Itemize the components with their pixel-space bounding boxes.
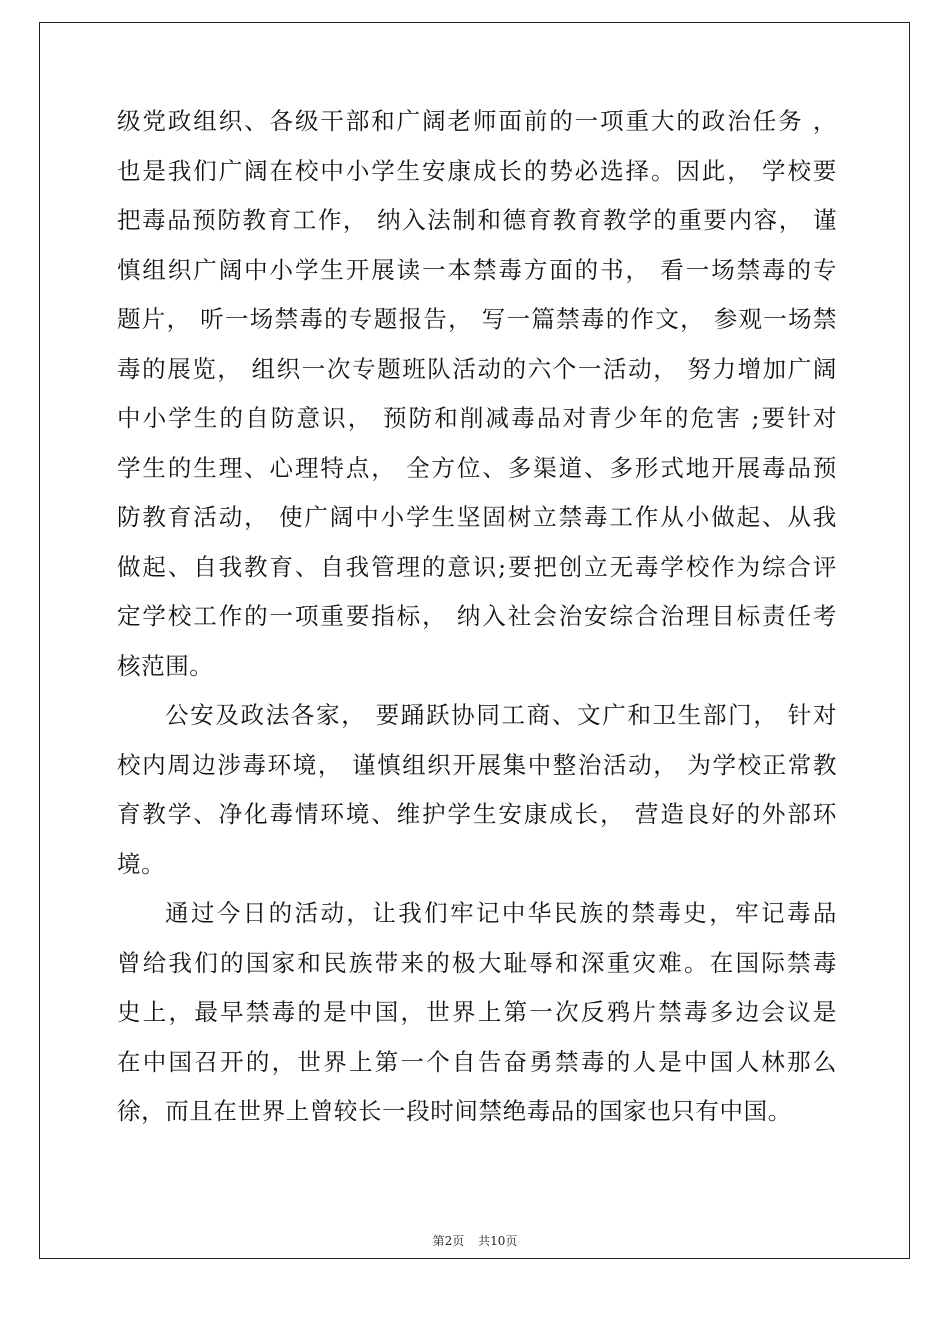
text-line: 慎组织广阔中小学生开展读一本禁毒方面的书， 看一场禁毒的专: [117, 255, 837, 284]
text-line: 也是我们广阔在校中小学生安康成长的势必选择。因此， 学校要: [117, 156, 837, 185]
text-line: 史上，最早禁毒的是中国，世界上第一次反鸦片禁毒多边会议是: [117, 998, 837, 1026]
text-line: 级党政组织、各级干部和广阔老师面前的一项重大的政治任务 ，: [117, 107, 837, 135]
text-line: 学生的生理、心理特点， 全方位、多渠道、多形式地开展毒品预: [117, 453, 837, 482]
text-line: 通过今日的活动，让我们牢记中华民族的禁毒史，牢记毒品: [165, 899, 837, 927]
text-line: 育教学、净化毒情环境、维护学生安康成长， 营造良好的外部环: [117, 800, 837, 828]
text-line: 境。: [117, 849, 166, 878]
page-number: 第2页: [432, 1234, 465, 1248]
text-line: 核范围。: [117, 651, 214, 680]
text-line: 曾给我们的国家和民族带来的极大耻辱和深重灾难。在国际禁毒: [117, 948, 837, 977]
text-line: 公安及政法各家， 要踊跃协同工商、文广和卫生部门， 针对: [165, 701, 837, 729]
text-line: 题片， 听一场禁毒的专题报告， 写一篇禁毒的作文， 参观一场禁: [117, 305, 837, 333]
document-body: [117, 97, 837, 1137]
total-pages: 共10页: [478, 1234, 518, 1248]
text-line: 在中国召开的，世界上第一个自告奋勇禁毒的人是中国人林那么: [117, 1047, 837, 1076]
paragraph-1: [117, 97, 837, 691]
text-line: 定学校工作的一项重要指标， 纳入社会治安综合治理目标责任考: [117, 602, 837, 630]
text-line: 校内周边涉毒环境， 谨慎组织开展集中整治活动， 为学校正常教: [117, 750, 837, 779]
page-footer: [0, 1232, 950, 1249]
text-line: 徐，而且在世界上曾较长一段时间禁绝毒品的国家也只有中国。: [117, 1097, 792, 1125]
text-line: 防教育活动， 使广阔中小学生坚固树立禁毒工作从小做起、从我: [117, 503, 837, 531]
text-line: 毒的展览， 组织一次专题班队活动的六个一活动， 努力增加广阔: [117, 354, 837, 383]
text-line: 中小学生的自防意识， 预防和削减毒品对青少年的危害 ;要针对: [117, 404, 837, 432]
text-line: 做起、自我教育、自我管理的意识;要把创立无毒学校作为综合评: [117, 552, 837, 581]
paragraph-3: [117, 889, 837, 1137]
text-line: 把毒品预防教育工作， 纳入法制和德育教育教学的重要内容， 谨: [117, 206, 837, 234]
paragraph-2: [117, 691, 837, 889]
